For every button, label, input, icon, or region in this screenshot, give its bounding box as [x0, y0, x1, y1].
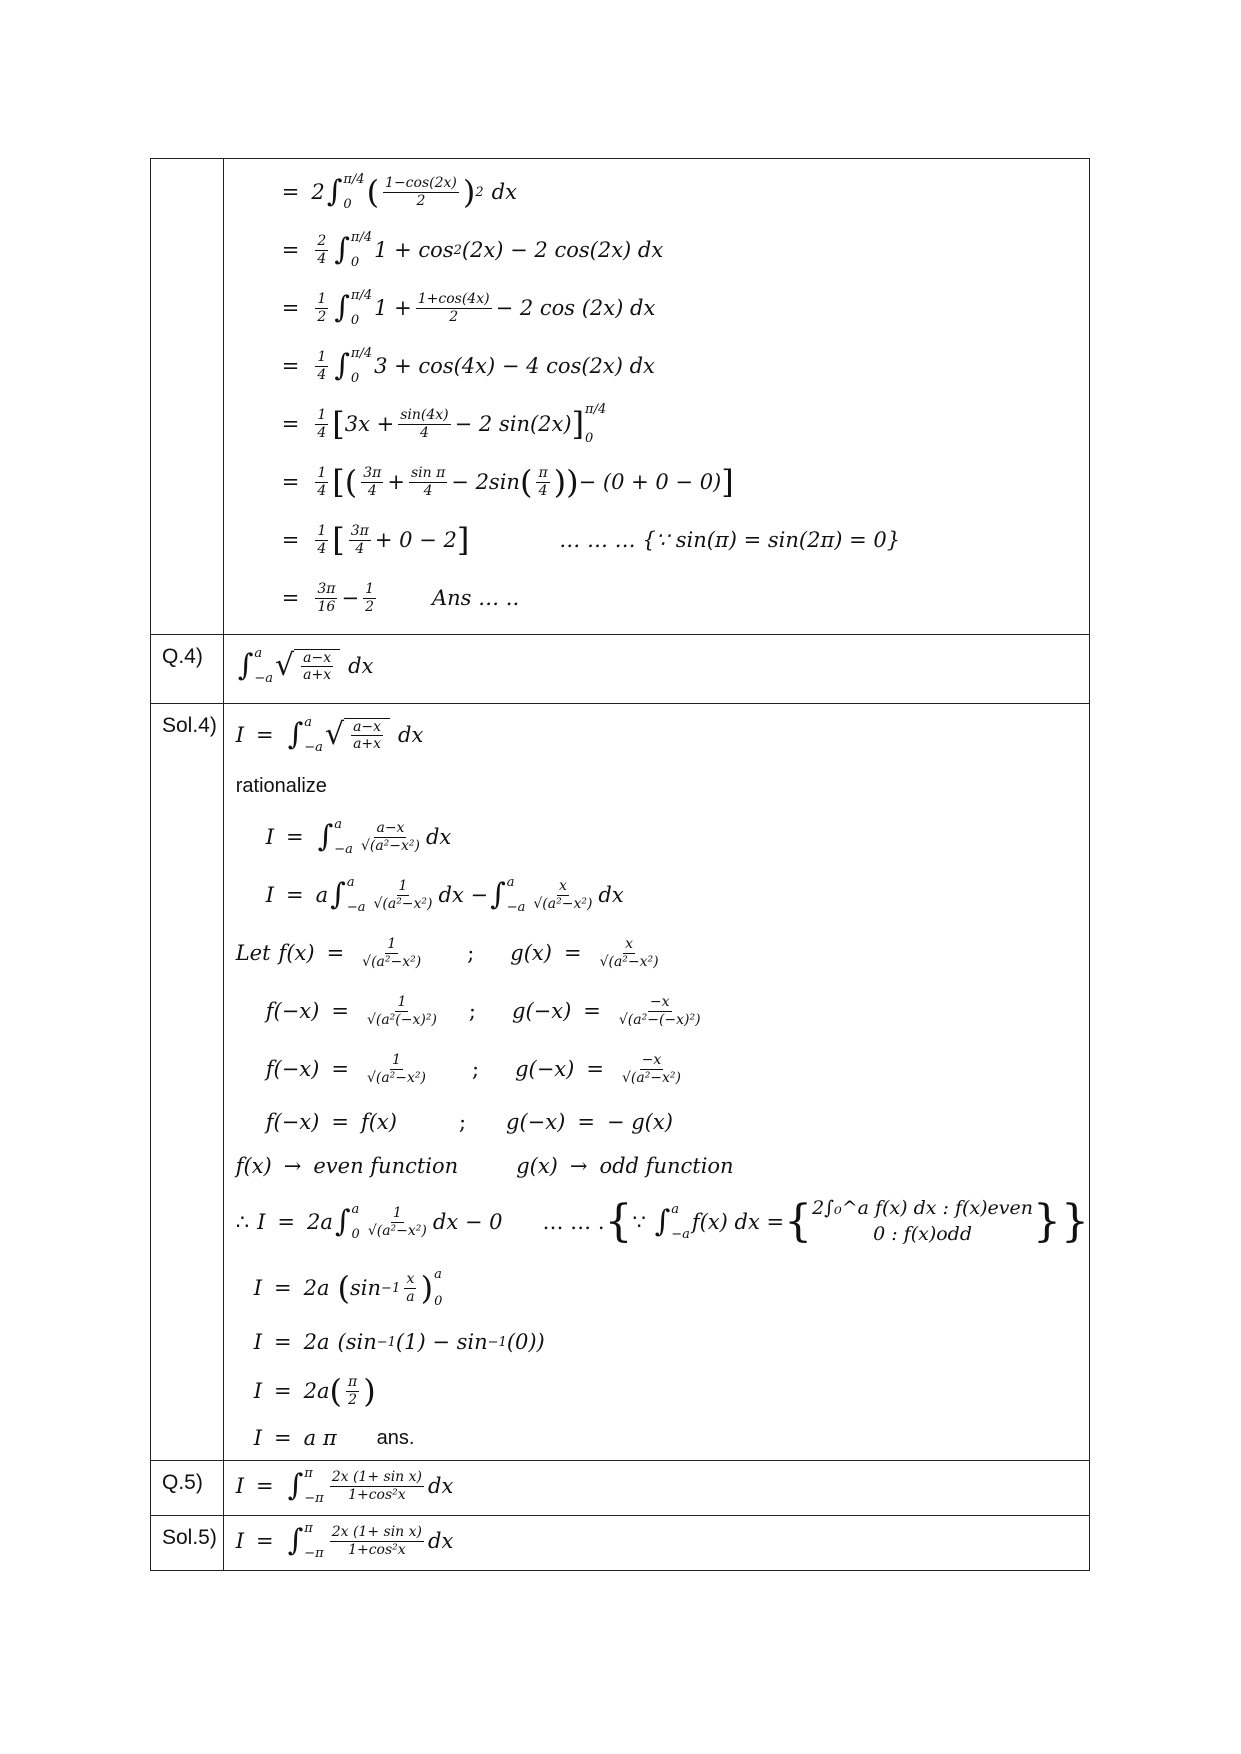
solution-label: Sol.4) — [151, 704, 224, 1461]
math-line: = $\frac{3\pi}{16}$ − 1 2 Ans … .. — [281, 581, 520, 615]
math-line: I = 2a (sin −1 (1) − sin −1 (0)) — [253, 1330, 545, 1354]
q4-question-cell — [223, 635, 1089, 704]
sol5-integral: I = ∫ π −π 2x (1+ sin x) 1+cos²x dx — [235, 1521, 454, 1561]
sol5-cell — [223, 1516, 1089, 1571]
table-row — [151, 1461, 1090, 1516]
answer-label: Ans … .. — [431, 586, 520, 610]
property-note: { ∵ ∫ a −a f(x) dx = { 2∫₀^a f(x) dx : f(x)even 0 : f(x)odd }} — [604, 1196, 1089, 1247]
rationalize-label: rationalize — [235, 774, 327, 797]
case-even: 2∫₀^a f(x) dx : f(x)even — [812, 1197, 1033, 1220]
math-line: I = ∫ a −a √ $\frac{a-x}{a+x}$ dx — [235, 715, 424, 755]
math-line: I = ∫ a −a a−x √(a²−x²) dx — [265, 817, 452, 857]
q5-question-cell — [223, 1461, 1089, 1516]
sol4-cell — [223, 704, 1089, 1461]
math-line: I = 2a ( π 2 ) — [253, 1372, 376, 1410]
math-line: = 2 ∫ π/4 0 ( 1−cos(2x) 2 ) 2 dx — [281, 172, 517, 212]
solutions-table — [150, 158, 1090, 1571]
q3-continuation-cell — [223, 159, 1089, 635]
answer-label: ans. — [376, 1426, 415, 1449]
q4-integral: ∫ a −a √ $\frac{a-x}{a+x}$ dx — [237, 646, 374, 686]
math-line: I = 2a ( sin −1 x a ) a 0 — [253, 1267, 443, 1309]
question-label: Q.5) — [151, 1461, 224, 1516]
table-row — [151, 159, 1090, 635]
math-line: = $\frac{1}{4}$ [( 3π 4 + sin π 4 − 2sin ( π 4 )) − (0 + 0 − 0) ] — [281, 463, 734, 501]
math-line: f(−x) = f(x) ; g(−x) = − g(x) — [265, 1110, 673, 1134]
math-line: I = a ∫ a −a 1 √(a²−x²) dx − ∫ a −a x √(a²−x²) dx — [265, 875, 624, 915]
math-line: f(−x) = $\frac{1}{\text{√(a²−x²)}}$ ; g(−x) = $\frac{-x}{\text{√(a²−x²)}}$ — [265, 1052, 682, 1086]
math-line: = $\frac{1}{4}$ ∫ π/4 0 3 + cos(4x) − 4 cos(2x) dx — [281, 346, 655, 386]
case-odd: 0 : f(x)odd — [873, 1223, 972, 1245]
table-row — [151, 704, 1090, 1461]
solution-label: Sol.5) — [151, 1516, 224, 1571]
table-row — [151, 1516, 1090, 1571]
math-line: = $\frac{1}{2}$ ∫ π/4 0 1 + 1+cos(4x) 2 − 2 cos (2x) dx — [281, 288, 656, 328]
q5-integral: I = ∫ π −π 2x (1+ sin x) 1+cos²x dx — [235, 1466, 454, 1506]
math-line: f(x) → even function g(x) → odd function — [235, 1154, 734, 1178]
trig-note: … … … {∵ sin(π) = sin(2π) = 0} — [559, 528, 901, 552]
math-line: = $\frac{1}{4}$ [ 3x + sin(4x) 4 − 2 sin(2x) ] π/4 0 — [281, 402, 607, 446]
math-line: f(−x) = $\frac{1}{\text{√(a²(−x)²)}}$ ; g(−x) = $\frac{-x}{\text{√(a²−(−x)²)}}$ — [265, 994, 701, 1028]
math-line: Let f(x) = $\frac{1}{\text{√(a²−x²)}}$ ; g(x) = $\frac{x}{\text{√(a²−x²)}}$ — [235, 936, 659, 970]
table-row — [151, 635, 1090, 704]
row-label-empty — [151, 159, 224, 635]
math-line: ∴ I = 2a ∫ a 0 1 √(a²−x²) dx − 0 … … . { ∵ ∫ a −a f(x) dx = { 2∫₀^a f(x) dx : f(x)even 0 : f(x)odd }} — [235, 1196, 1089, 1247]
question-label: Q.4) — [151, 635, 224, 704]
math-line: = $\frac{2}{4}$ ∫ π/4 0 1 + cos 2 (2x) − 2 cos(2x) dx — [281, 230, 664, 270]
math-line: I = a π ans. — [253, 1426, 415, 1450]
math-line: = $\frac{1}{4}$ [ 3π 4 + 0 − 2 ] … … … {∵ sin(π) = sin(2π) = 0} — [281, 521, 901, 559]
